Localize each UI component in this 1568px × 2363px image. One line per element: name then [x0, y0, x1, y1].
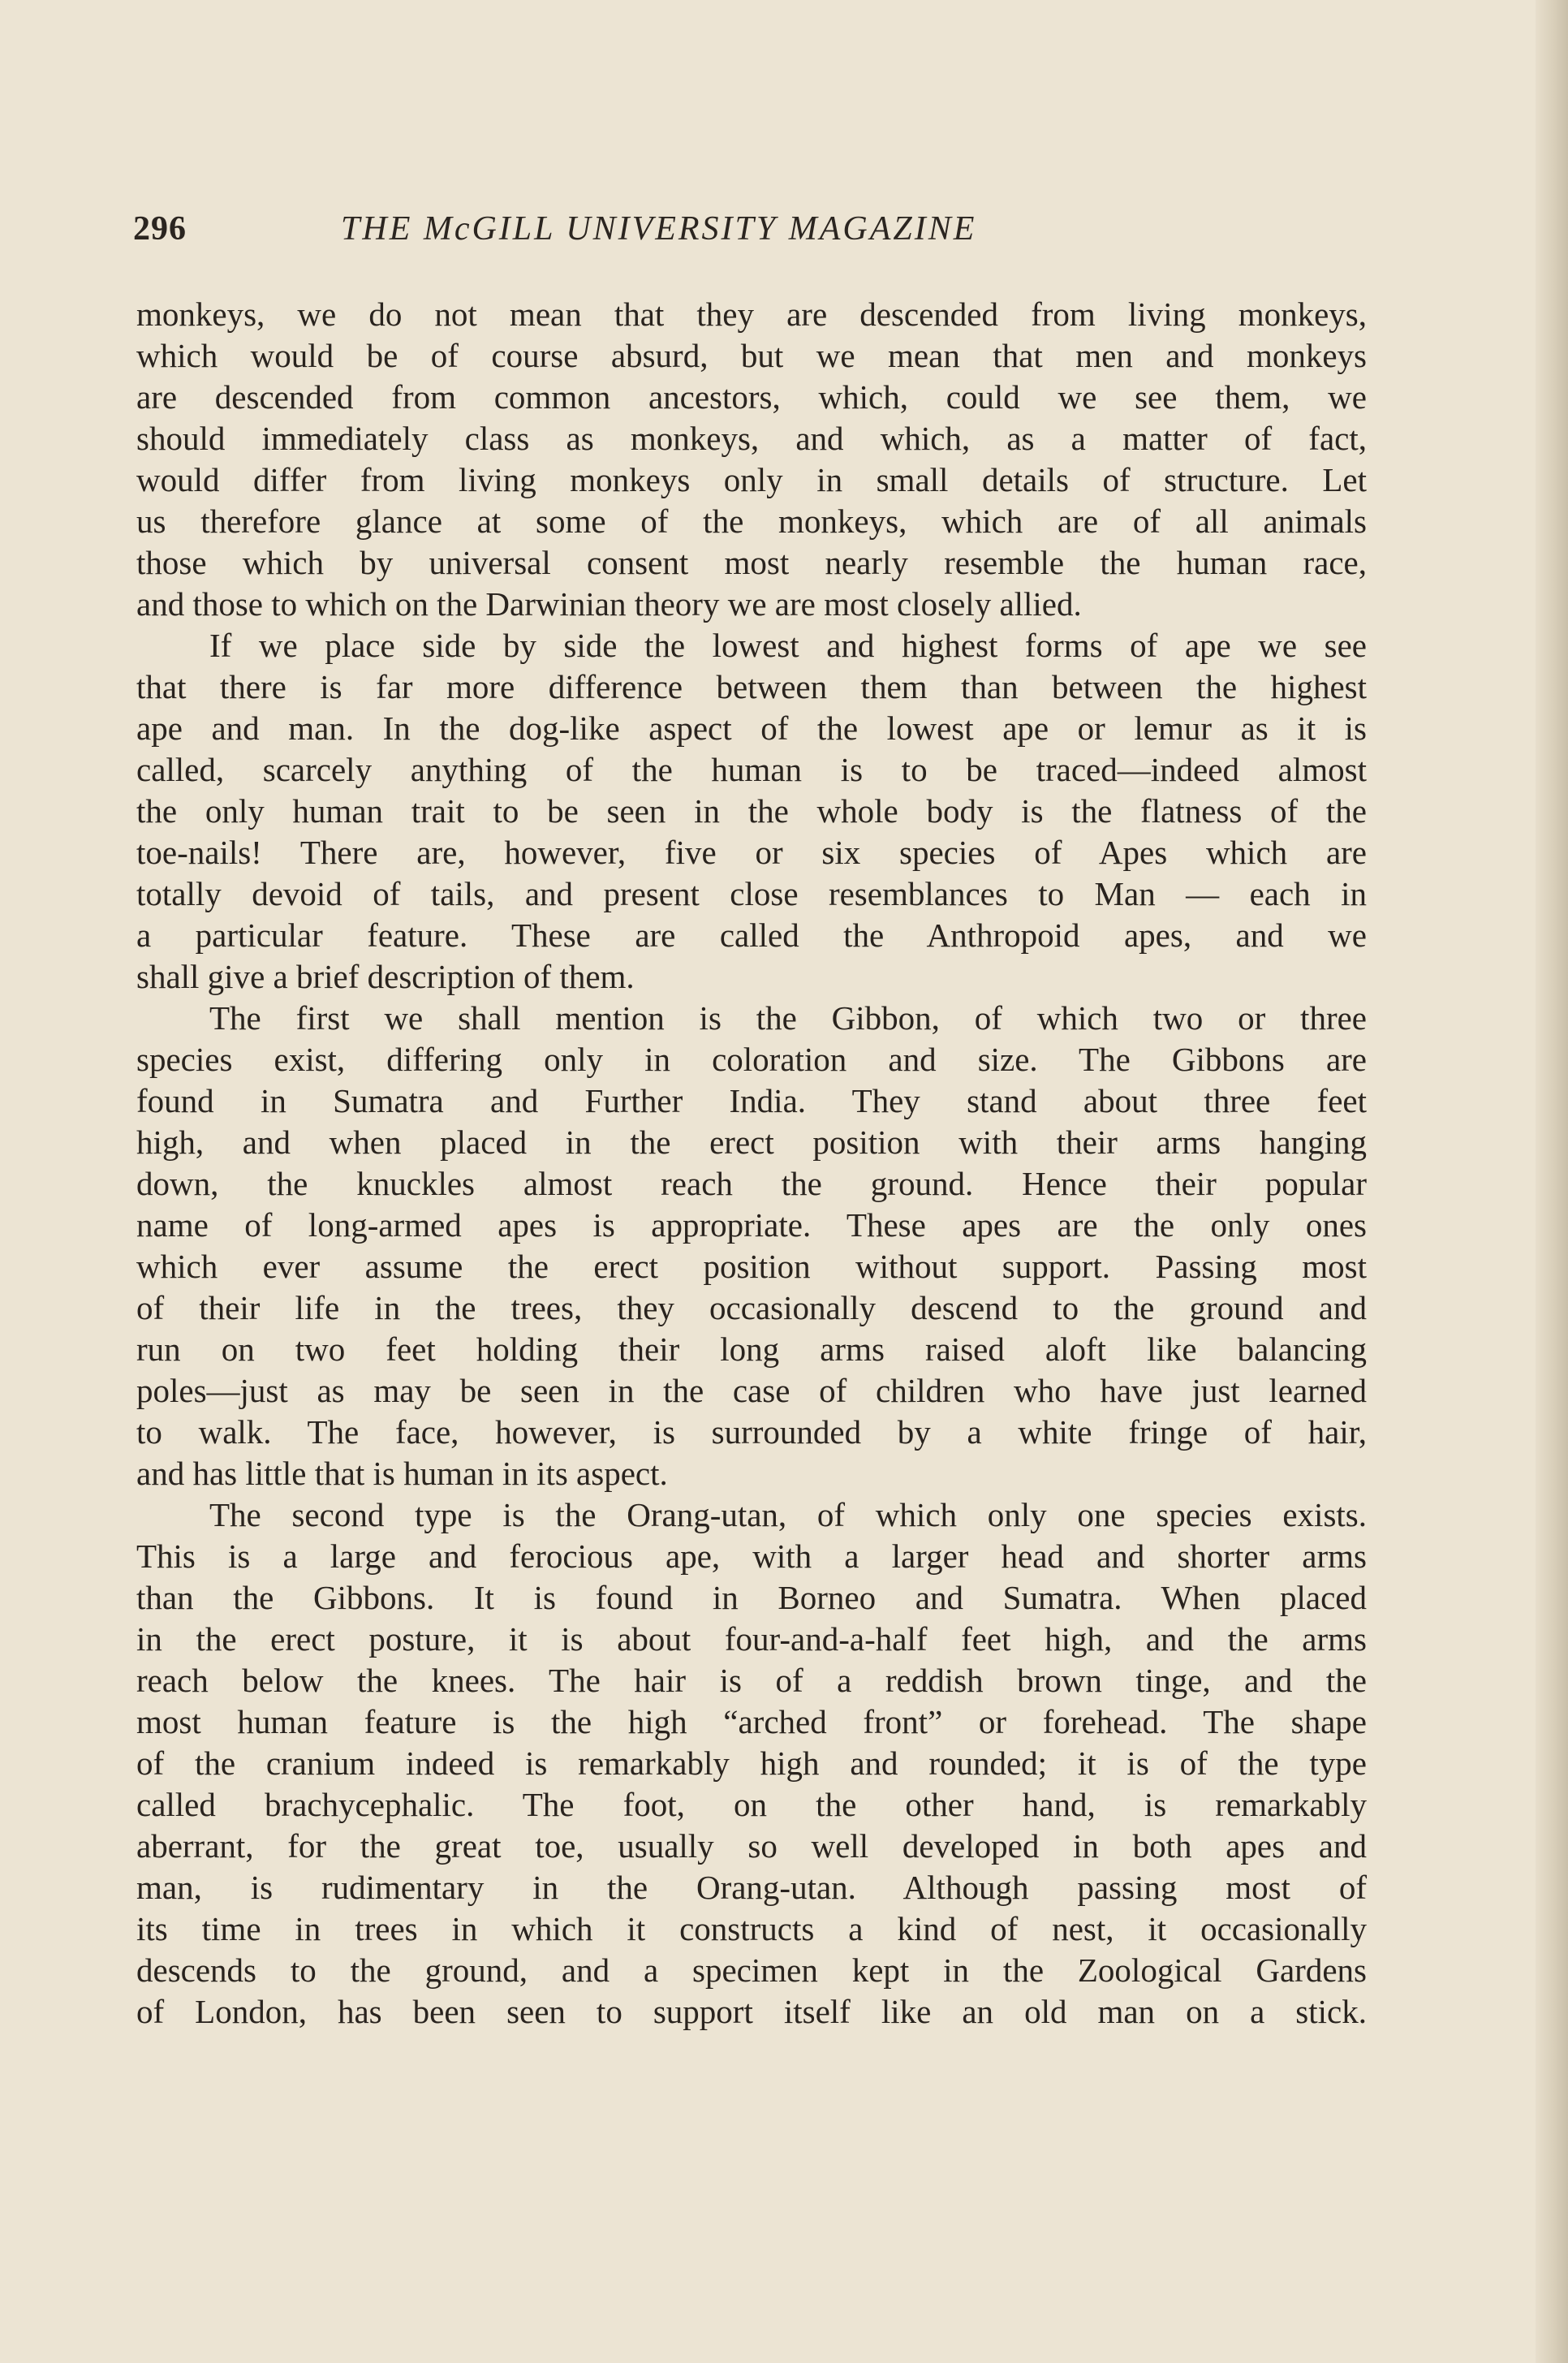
- text-line: poles—just as may be seen in the case of children who have just learned: [136, 1372, 1367, 1409]
- text-line: If we place side by side the lowest and highest forms of ape we see: [209, 627, 1367, 664]
- text-line: should immediately class as monkeys, and which, as a matter of fact,: [136, 420, 1367, 457]
- text-line: reach below the knees. The hair is of a reddish brown tinge, and the: [136, 1662, 1367, 1699]
- page-number: 296: [133, 210, 187, 248]
- text-line: ape and man. In the dog-like aspect of the lowest ape or lemur as it is: [136, 709, 1367, 747]
- text-line: and those to which on the Darwinian theory we are most closely allied.: [136, 585, 1082, 623]
- text-line: This is a large and ferocious ape, with a larger head and shorter arms: [136, 1537, 1367, 1575]
- text-line: that there is far more difference between them than between the highest: [136, 668, 1367, 705]
- text-line: species exist, differing only in coloration and size. The Gibbons are: [136, 1041, 1367, 1078]
- text-line: would differ from living monkeys only in small details of structure. Let: [136, 461, 1367, 498]
- text-line: those which by universal consent most nearly resemble the human race,: [136, 544, 1367, 581]
- text-line: name of long-armed apes is appropriate. These apes are the only ones: [136, 1206, 1367, 1244]
- text-line: of their life in the trees, they occasionally descend to the ground and: [136, 1289, 1367, 1326]
- text-line: totally devoid of tails, and present close resemblances to Man — each in: [136, 875, 1367, 912]
- text-line: and has little that is human in its aspect.: [136, 1455, 668, 1492]
- text-line: monkeys, we do not mean that they are descended from living monkeys,: [136, 295, 1367, 333]
- text-line: its time in trees in which it constructs a kind of nest, it occasionally: [136, 1910, 1367, 1947]
- text-line: of the cranium indeed is remarkably high and rounded; it is of the type: [136, 1744, 1367, 1782]
- text-line: called brachycephalic. The foot, on the other hand, is remarkably: [136, 1786, 1367, 1823]
- text-line: which would be of course absurd, but we mean that men and monkeys: [136, 337, 1367, 374]
- text-line: descends to the ground, and a specimen kept in the Zoological Gardens: [136, 1951, 1367, 1989]
- text-line: run on two feet holding their long arms raised aloft like balancing: [136, 1330, 1367, 1368]
- text-line: The second type is the Orang-utan, of which only one species exists.: [209, 1496, 1367, 1533]
- body-text: [136, 294, 1367, 2033]
- text-line: the only human trait to be seen in the whole body is the flatness of the: [136, 792, 1367, 830]
- text-line: man, is rudimentary in the Orang-utan. Although passing most of: [136, 1869, 1367, 1906]
- text-line: shall give a brief description of them.: [136, 958, 635, 995]
- text-line: us therefore glance at some of the monkeys, which are of all animals: [136, 502, 1367, 540]
- text-line: down, the knuckles almost reach the ground. Hence their popular: [136, 1165, 1367, 1202]
- text-line: toe-nails! There are, however, five or six species of Apes which are: [136, 834, 1367, 871]
- text-line: aberrant, for the great toe, usually so well developed in both apes and: [136, 1827, 1367, 1865]
- text-line: to walk. The face, however, is surrounded by a white fringe of hair,: [136, 1413, 1367, 1451]
- text-line: The first we shall mention is the Gibbon, of which two or three: [209, 999, 1367, 1037]
- text-line: of London, has been seen to support itself like an old man on a stick.: [136, 1993, 1367, 2030]
- page-gutter-shadow: [1536, 0, 1568, 2363]
- text-line: most human feature is the high “arched front” or forehead. The shape: [136, 1703, 1367, 1740]
- text-line: than the Gibbons. It is found in Borneo and Sumatra. When placed: [136, 1579, 1367, 1616]
- text-line: a particular feature. These are called the Anthropoid apes, and we: [136, 916, 1367, 954]
- text-line: which ever assume the erect position without support. Passing most: [136, 1248, 1367, 1285]
- text-line: are descended from common ancestors, which, could we see them, we: [136, 378, 1367, 416]
- text-line: in the erect posture, it is about four-and-a-half feet high, and the arms: [136, 1620, 1367, 1658]
- text-line: found in Sumatra and Further India. They stand about three feet: [136, 1082, 1367, 1119]
- text-line: called, scarcely anything of the human is to be traced—indeed almost: [136, 751, 1367, 788]
- text-line: high, and when placed in the erect position with their arms hanging: [136, 1123, 1367, 1161]
- running-head: THE McGILL UNIVERSITY MAGAZINE: [341, 210, 977, 248]
- page-header: [133, 205, 1367, 253]
